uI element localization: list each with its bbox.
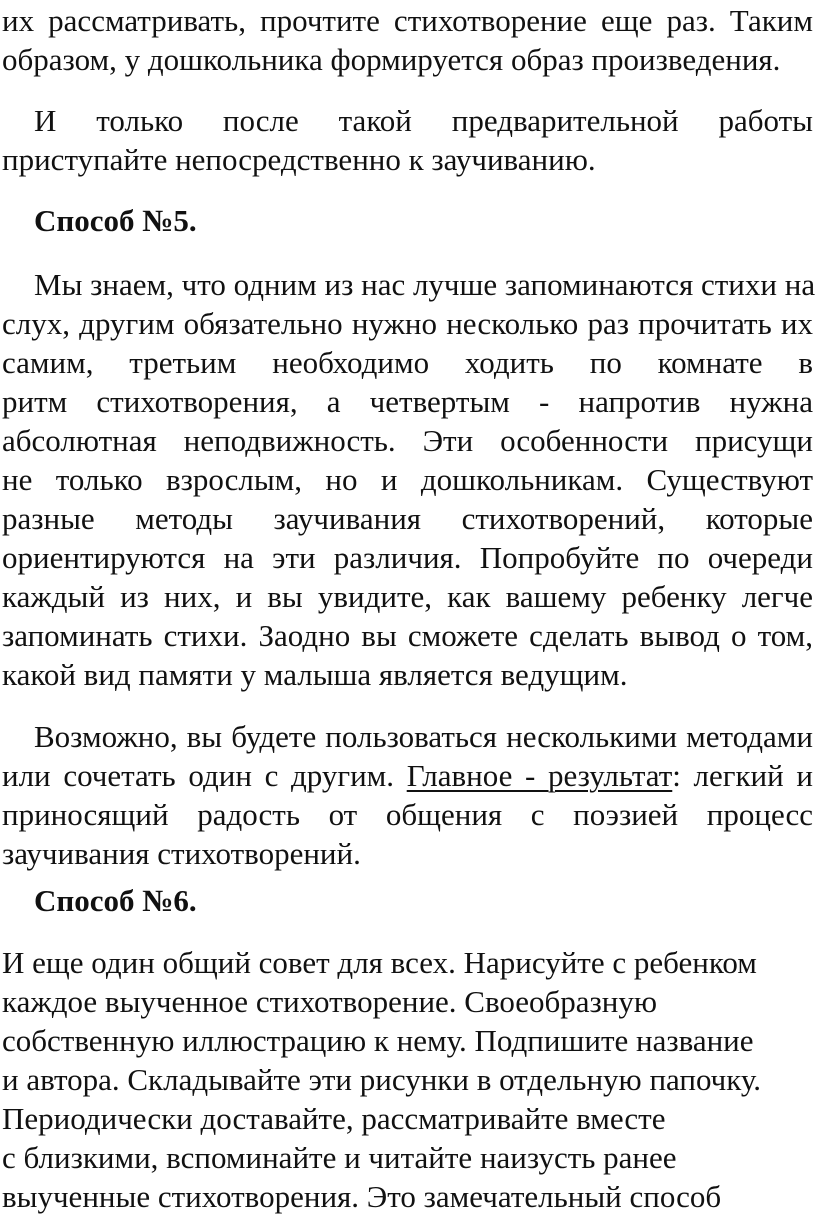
section-heading-5: Способ №5.: [34, 203, 197, 238]
paragraph-4-line-2-start: или сочетать один с другим.: [2, 758, 395, 793]
paragraph-3-line-9: каждый из них, и вы увидите, как вашему ребенку легче: [2, 579, 813, 614]
paragraph-3-line-10: запоминать стихи. Заодно вы сможете сделать вывод о том,: [2, 618, 813, 653]
paragraph-3-line-5: абсолютная неподвижность. Эти особенности присущи: [2, 423, 813, 458]
paragraph-5-line-7: выученные стихотворения. Это замечательный способ: [2, 1179, 722, 1214]
paragraph-5-line-6: с близкими, вспоминайте и читайте наизусть ранее: [2, 1140, 677, 1175]
paragraph-4-line-2: [2, 757, 813, 796]
section-heading-6: Способ №6.: [34, 883, 197, 918]
paragraph-5-line-4: и автора. Складывайте эти рисунки в отдельную папочку.: [2, 1062, 762, 1097]
paragraph-3-line-1: Мы знаем, что одним из нас лучше запоминаются стихи на: [34, 267, 816, 302]
paragraph-3-line-6: не только взрослым, но и дошкольникам. Существуют: [2, 462, 813, 497]
paragraph-5-line-2: каждое выученное стихотворение. Своеобразную: [2, 984, 658, 1019]
paragraph-4-line-2-end: : легкий и: [672, 758, 813, 793]
paragraph-3-line-3: самим, третьим необходимо ходить по комнате в: [2, 345, 813, 380]
paragraph-3-line-8: ориентируются на эти различия. Попробуйте по очереди: [2, 540, 813, 575]
paragraph-3-line-4: ритм стихотворения, а четвертым - напротив нужна: [2, 384, 813, 419]
paragraph-4-line-3: приносящий радость от общения с поэзией процесс: [2, 797, 813, 832]
paragraph-3-line-11: какой вид памяти у малыша является ведущим.: [2, 657, 628, 692]
paragraph-2-line-2: приступайте непосредственно к заучиванию.: [2, 142, 596, 177]
paragraph-3-line-2: слух, другим обязательно нужно несколько раз прочитать их: [2, 306, 813, 341]
paragraph-5-line-5: Периодически доставайте, рассматривайте вместе: [2, 1101, 666, 1136]
paragraph-4-line-4: заучивания стихотворений.: [2, 836, 361, 871]
underlined-phrase: Главное - результат: [406, 758, 673, 793]
paragraph-5-line-3: собственную иллюстрацию к нему. Подпишите название: [2, 1023, 754, 1058]
paragraph-4-line-1: Возможно, вы будете пользоваться несколькими методами: [34, 719, 813, 754]
paragraph-3-line-7: разные методы заучивания стихотворений, которые: [2, 501, 813, 536]
paragraph-5-line-1: И еще один общий совет для всех. Нарисуйте с ребенком: [2, 945, 757, 980]
paragraph-1-line-1: их рассматривать, прочтите стихотворение еще раз. Таким: [2, 3, 813, 38]
paragraph-1-line-2: образом, у дошкольника формируется образ произведения.: [2, 42, 781, 77]
paragraph-2-line-1: И только после такой предварительной работы: [34, 103, 813, 138]
